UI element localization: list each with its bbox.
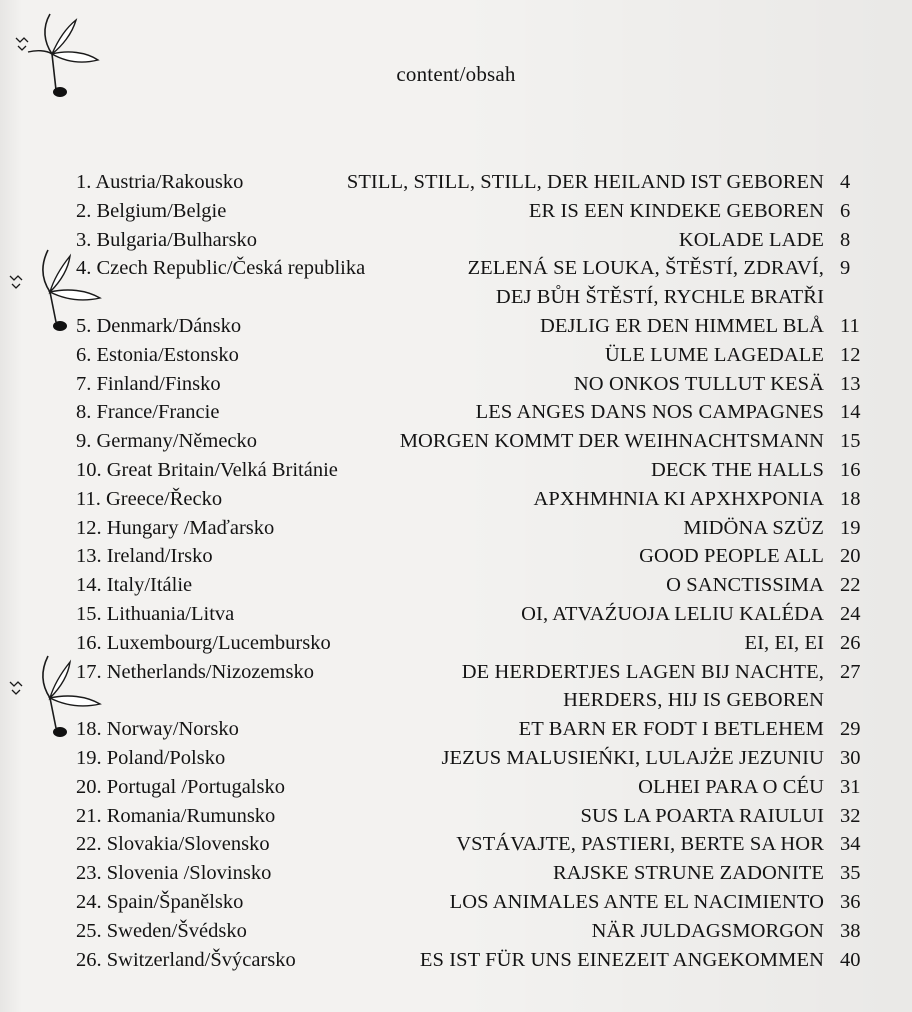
table-of-contents xyxy=(0,168,912,974)
toc-entry xyxy=(0,773,912,802)
toc-song-title xyxy=(456,830,824,859)
toc-country: 5. Denmark/Dánsko xyxy=(76,314,242,337)
toc-page-number: 38 xyxy=(840,919,861,942)
toc-entry xyxy=(0,946,912,975)
toc-page-number: 24 xyxy=(840,602,861,625)
toc-song-line: ER IS EEN KINDEKE GEBOREN xyxy=(528,199,824,222)
toc-song-title xyxy=(450,888,824,917)
toc-song-line: OI, ATVAŹUOJA LELIU KALÉDA xyxy=(521,602,824,625)
toc-page-number: 35 xyxy=(840,862,861,885)
toc-page-number: 6 xyxy=(840,199,851,222)
toc-page-number: 20 xyxy=(840,545,861,568)
toc-country: 6. Estonia/Estonsko xyxy=(76,343,239,366)
toc-song-line: GOOD PEOPLE ALL xyxy=(639,545,824,568)
toc-entry xyxy=(0,600,912,629)
toc-country: 16. Luxembourg/Lucembursko xyxy=(76,631,331,654)
toc-song-line: LES ANGES DANS NOS CAMPAGNES xyxy=(475,401,824,424)
toc-song-title xyxy=(441,744,824,773)
toc-song-line: MIDÖNA SZÜZ xyxy=(683,516,824,539)
toc-country: 20. Portugal /Portugalsko xyxy=(76,775,285,798)
toc-song-line: ΑΡΧΗΜΗΝΙΑ ΚΙ ΑΡΧΗΧΡΟΝΙΑ xyxy=(533,487,824,510)
toc-song-title xyxy=(574,370,824,399)
toc-song-title xyxy=(744,629,824,658)
toc-song-title xyxy=(639,542,824,571)
toc-song-title xyxy=(420,946,824,975)
toc-country: 15. Lithuania/Litva xyxy=(76,602,235,625)
toc-page-number: 27 xyxy=(840,660,861,683)
toc-song-line: DEJLIG ER DEN HIMMEL BLÅ xyxy=(539,314,824,337)
toc-song-title xyxy=(580,802,824,831)
toc-country: 10. Great Britain/Velká Británie xyxy=(76,458,338,481)
toc-country: 12. Hungary /Maďarsko xyxy=(76,516,275,539)
toc-song-line: SUS LA POARTA RAIULUI xyxy=(580,804,824,827)
toc-song-title xyxy=(666,571,824,600)
toc-song-line: O SANCTISSIMA xyxy=(666,574,824,597)
toc-song-title xyxy=(651,456,824,485)
toc-song-line: ÜLE LUME LAGEDALE xyxy=(604,343,824,366)
toc-song-line: NO ONKOS TULLUT KESÄ xyxy=(573,372,824,395)
toc-country: 23. Slovenia /Slovinsko xyxy=(76,862,272,885)
toc-page-number: 19 xyxy=(840,516,861,539)
toc-page-number: 4 xyxy=(840,171,851,193)
page-title: content/obsah xyxy=(396,62,516,86)
toc-page-number: 11 xyxy=(840,314,860,337)
toc-song-title xyxy=(400,427,824,456)
toc-page-number: 29 xyxy=(840,718,861,741)
toc-country: 3. Bulgaria/Bulharsko xyxy=(76,228,258,251)
toc-page-number: 15 xyxy=(840,430,861,453)
toc-page-number: 30 xyxy=(840,746,861,769)
toc-entry xyxy=(0,744,912,773)
toc-page-number: 9 xyxy=(840,257,851,280)
toc-song-title xyxy=(592,917,824,946)
toc-page-number: 12 xyxy=(840,343,861,366)
toc-entry xyxy=(0,629,912,658)
toc-page-number: 8 xyxy=(840,228,851,251)
toc-page-number: 34 xyxy=(840,833,861,856)
toc-page-number: 36 xyxy=(840,890,861,913)
toc-country: 19. Poland/Polsko xyxy=(76,746,226,769)
toc-entry xyxy=(0,312,912,341)
toc-entry xyxy=(0,917,912,946)
toc-song-line: OLHEI PARA O CÉU xyxy=(638,775,824,798)
toc-entry xyxy=(0,859,912,888)
toc-entry xyxy=(0,427,912,456)
toc-page-number: 26 xyxy=(840,631,861,654)
toc-song-line: RAJSKE STRUNE ZADONITE xyxy=(553,862,824,885)
toc-entry xyxy=(0,571,912,600)
toc-entry xyxy=(0,802,912,831)
toc-song-title xyxy=(347,168,824,197)
toc-country: 8. France/Francie xyxy=(76,401,220,424)
toc-page-number: 18 xyxy=(840,487,861,510)
toc-country: 18. Norway/Norsko xyxy=(76,718,239,741)
toc-entry xyxy=(0,168,912,197)
toc-song-line: ZELENÁ SE LOUKA, ŠTĚSTÍ, ZDRAVÍ, xyxy=(467,257,824,280)
toc-song-line: JEZUS MALUSIEŃKI, LULAJŻE JEZUNIU xyxy=(441,746,824,769)
toc-entry xyxy=(0,456,912,485)
toc-song-line: DEJ BŮH ŠTĚSTÍ, RYCHLE BRATŘI xyxy=(495,286,824,309)
toc-song-title xyxy=(540,312,824,341)
toc-song-title xyxy=(638,773,824,802)
toc-song-title xyxy=(519,715,824,744)
toc-page-number: 32 xyxy=(840,804,861,827)
toc-page-number: 22 xyxy=(840,574,861,597)
toc-song-line: STILL, STILL, STILL, DER HEILAND IST GEBOREN xyxy=(346,171,824,193)
toc-song-title xyxy=(468,254,824,312)
toc-song-line: DECK THE HALLS xyxy=(651,458,824,481)
toc-country: 13. Ireland/Irsko xyxy=(76,545,213,568)
toc-song-title xyxy=(679,226,824,255)
toc-song-title xyxy=(476,398,824,427)
toc-country: 11. Greece/Řecko xyxy=(76,487,223,510)
toc-country: 14. Italy/Itálie xyxy=(76,574,193,597)
toc-country: 9. Germany/Německo xyxy=(76,430,258,453)
toc-country: 21. Romania/Rumunsko xyxy=(76,804,276,827)
toc-song-title xyxy=(529,197,824,226)
toc-song-line: HERDERS, HIJ IS GEBOREN xyxy=(563,689,824,712)
toc-country: 1. Austria/Rakousko xyxy=(76,171,244,193)
toc-entry xyxy=(0,226,912,255)
toc-entry xyxy=(0,197,912,226)
toc-song-line: EI, EI, EI xyxy=(744,631,824,654)
toc-song-title xyxy=(534,485,824,514)
toc-page-number: 16 xyxy=(840,458,861,481)
toc-song-title xyxy=(553,859,824,888)
note-ornament-icon xyxy=(6,6,102,102)
toc-page-number: 14 xyxy=(840,401,861,424)
toc-song-line: ET BARN ER FODT I BETLEHEM xyxy=(518,718,824,741)
toc-entry xyxy=(0,658,912,716)
toc-entry xyxy=(0,485,912,514)
toc-entry xyxy=(0,370,912,399)
toc-entry xyxy=(0,715,912,744)
toc-entry xyxy=(0,254,912,312)
toc-country: 17. Netherlands/Nizozemsko xyxy=(76,660,314,683)
toc-song-line: DE HERDERTJES LAGEN BIJ NACHTE, xyxy=(461,660,824,683)
toc-entry xyxy=(0,888,912,917)
toc-country: 24. Spain/Španělsko xyxy=(76,890,244,913)
toc-page-number: 40 xyxy=(840,948,861,971)
toc-entry xyxy=(0,514,912,543)
toc-entry xyxy=(0,341,912,370)
toc-song-line: LOS ANIMALES ANTE EL NACIMIENTO xyxy=(449,890,824,913)
toc-entry xyxy=(0,398,912,427)
toc-entry xyxy=(0,542,912,571)
toc-country: 7. Finland/Finsko xyxy=(76,372,221,395)
toc-country: 4. Czech Republic/Česká republika xyxy=(76,257,366,280)
toc-song-line: KOLADE LADE xyxy=(678,228,824,251)
toc-song-title xyxy=(462,658,824,716)
toc-page-number: 31 xyxy=(840,775,861,798)
toc-song-title xyxy=(683,514,824,543)
toc-song-title xyxy=(605,341,824,370)
toc-entry xyxy=(0,830,912,859)
toc-country: 2. Belgium/Belgie xyxy=(76,199,227,222)
toc-song-line: VSTÁVAJTE, PASTIERI, BERTE SA HOR xyxy=(456,833,824,856)
toc-country: 22. Slovakia/Slovensko xyxy=(76,833,270,856)
toc-page-number: 13 xyxy=(840,372,861,395)
toc-song-line: MORGEN KOMMT DER WEIHNACHTSMANN xyxy=(399,430,824,453)
toc-song-line: ES IST FÜR UNS EINEZEIT ANGEKOMMEN xyxy=(419,948,824,971)
toc-song-line: NÄR JULDAGSMORGON xyxy=(591,919,824,942)
toc-song-title xyxy=(521,600,824,629)
toc-country: 26. Switzerland/Švýcarsko xyxy=(76,948,296,971)
toc-country: 25. Sweden/Švédsko xyxy=(76,919,247,942)
